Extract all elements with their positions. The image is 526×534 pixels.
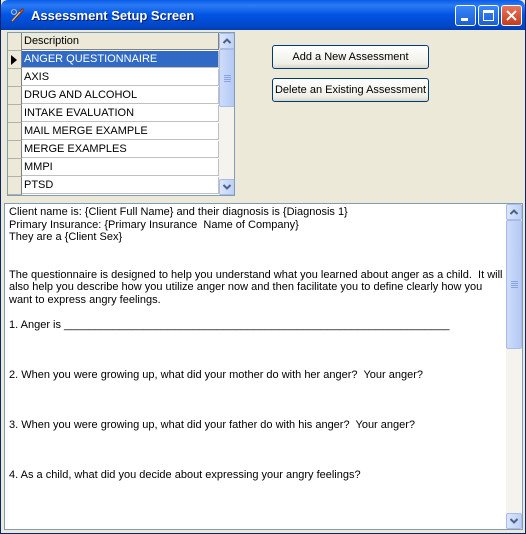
grid-scroll-up-button[interactable] (219, 33, 235, 49)
editor-scroll-up-button[interactable] (506, 204, 522, 220)
row-indicator[interactable] (8, 141, 22, 159)
row-indicator[interactable] (8, 51, 22, 69)
assessment-text-editor[interactable] (4, 203, 523, 530)
title-bar[interactable] (1, 0, 525, 30)
row-indicator[interactable] (8, 87, 22, 105)
grid-cell-description[interactable]: MAIL MERGE EXAMPLE (22, 123, 219, 140)
grid-cell-description[interactable]: AXIS (22, 69, 219, 86)
grid-cell-description[interactable]: INTAKE EVALUATION (22, 105, 219, 122)
grid-cell-description[interactable]: ANGER QUESTIONNAIRE (22, 51, 219, 68)
row-indicator[interactable] (8, 123, 22, 141)
grid-row[interactable] (8, 87, 219, 105)
grid-row[interactable] (8, 141, 219, 159)
assessment-text-content[interactable]: Client name is: {Client Full Name} and their diagnosis is {Diagnosis 1} Primary Insurance: {Primary Insurance Name of Company} They are a {Client Sex} The questionnaire is designed to help you understand what you learned about anger as a child. It will also help you describe how you utilize anger now and then facilitate you to define clearly how you want to express angry feelings. 1. Anger is _______________________________________________________________ 2. When you were growing up, what did your mother do with her anger? Your anger? 3. When you were growing up, what did your father do with his anger? Your anger? 4. As a child, what did you decide about expressing your angry feelings? (9, 206, 503, 481)
close-button[interactable] (501, 5, 522, 26)
grid-cell-description[interactable]: DRUG AND ALCOHOL (22, 87, 219, 104)
grid-scrollbar[interactable] (219, 33, 235, 195)
grid-row[interactable] (8, 159, 219, 177)
grid-row[interactable] (8, 69, 219, 87)
row-indicator[interactable] (8, 177, 22, 195)
row-indicator[interactable] (8, 69, 22, 87)
chevron-up-icon (220, 34, 234, 48)
chevron-down-icon (220, 180, 234, 194)
grid-row[interactable] (8, 105, 219, 123)
grid-row[interactable] (8, 51, 219, 69)
grid-scroll-thumb[interactable] (219, 49, 235, 107)
delete-assessment-button[interactable]: Delete an Existing Assessment (272, 78, 429, 102)
grid-cell-description[interactable]: MMPI (22, 159, 219, 176)
chevron-down-icon (507, 514, 521, 528)
maximize-icon (479, 6, 498, 25)
maximize-button[interactable] (478, 5, 499, 26)
editor-scroll-down-button[interactable] (506, 513, 522, 529)
close-icon (502, 6, 521, 25)
grid-corner (8, 33, 22, 51)
window-title: Assessment Setup Screen (31, 8, 195, 23)
row-indicator[interactable] (8, 159, 22, 177)
assessment-grid[interactable] (7, 32, 235, 196)
minimize-icon (456, 6, 475, 25)
editor-scroll-thumb[interactable] (506, 220, 522, 349)
grid-header-row (8, 33, 219, 51)
minimize-button[interactable] (455, 5, 476, 26)
grid-scroll-down-button[interactable] (219, 179, 235, 195)
grid-cell-description[interactable]: MERGE EXAMPLES (22, 141, 219, 158)
grid-row[interactable] (8, 177, 219, 195)
add-assessment-button[interactable]: Add a New Assessment (272, 45, 429, 69)
current-row-pointer-icon (11, 55, 17, 65)
row-indicator[interactable] (8, 105, 22, 123)
editor-scrollbar[interactable] (506, 204, 522, 529)
grid-cell-description[interactable]: PTSD (22, 177, 219, 194)
chevron-up-icon (507, 205, 521, 219)
app-feather-icon (8, 6, 26, 24)
grid-row[interactable] (8, 123, 219, 141)
column-header-description[interactable]: Description (22, 33, 219, 50)
